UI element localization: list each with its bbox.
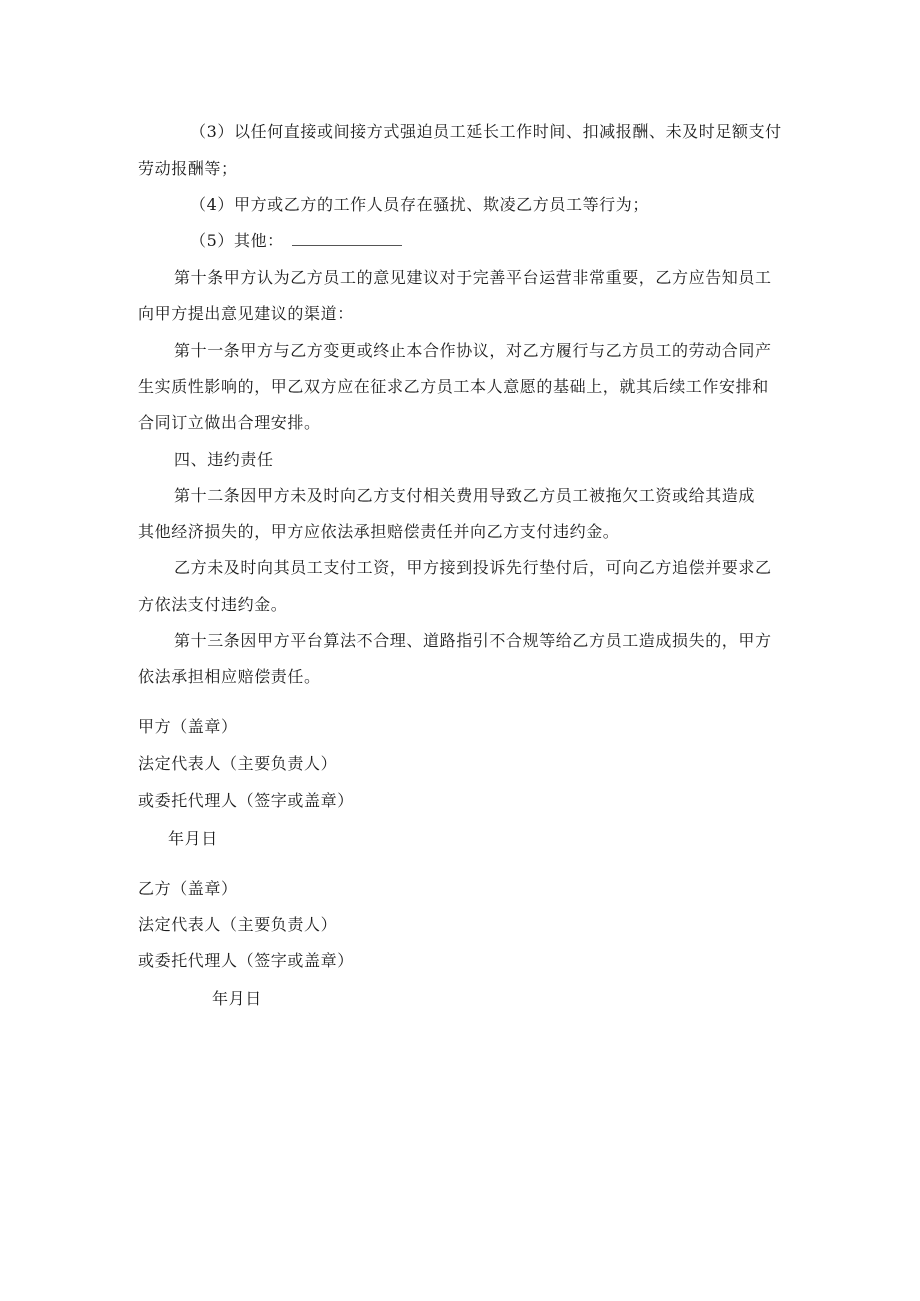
party-b-name: 乙方（盖章） — [138, 879, 238, 898]
article10-line2: 向甲方提出意见建议的渠道： — [138, 304, 354, 323]
article12-line2: 其他经济损失的，甲方应依法承担赔偿责任并向乙方支付违约金。 — [138, 522, 620, 541]
clause-item4: （4）甲方或乙方的工作人员存在骚扰、欺凌乙方员工等行为； — [190, 195, 649, 214]
clause-item5 — [190, 231, 798, 251]
article13-line2: 依法承担相应赔偿责任。 — [138, 667, 321, 686]
party-b-agent: 或委托代理人（签字或盖章） — [138, 951, 354, 970]
article12b-line1: 乙方未及时向其员工支付工资，甲方接到投诉先行垫付后，可向乙方追偿并要求乙 — [174, 558, 772, 577]
article12b-line2: 方依法支付违约金。 — [138, 595, 288, 614]
party-a-date: 年月日 — [168, 829, 218, 848]
clause-item5-label: （5）其他： — [190, 231, 284, 250]
article12-line1: 第十二条因甲方未及时向乙方支付相关费用导致乙方员工被拖欠工资或给其造成 — [174, 486, 756, 505]
party-b-date: 年月日 — [212, 989, 262, 1008]
fill-in-blank — [292, 231, 402, 246]
article11-line2: 生实质性影响的，甲乙双方应在征求乙方员工本人意愿的基础上，就其后续工作安排和 — [138, 377, 769, 396]
party-a-name: 甲方（盖章） — [138, 717, 238, 736]
clause-item3-line2: 劳动报酬等； — [138, 159, 238, 178]
party-a-agent: 或委托代理人（签字或盖章） — [138, 791, 354, 810]
article11-line1: 第十一条甲方与乙方变更或终止本合作协议，对乙方履行与乙方员工的劳动合同产 — [174, 341, 772, 360]
party-b-legal-rep: 法定代表人（主要负责人） — [138, 915, 338, 934]
section4-title: 四、违约责任 — [174, 450, 274, 469]
party-a-legal-rep: 法定代表人（主要负责人） — [138, 754, 338, 773]
article13-line1: 第十三条因甲方平台算法不合理、道路指引不合规等给乙方员工造成损失的，甲方 — [174, 631, 772, 650]
article10-line1: 第十条甲方认为乙方员工的意见建议对于完善平台运营非常重要，乙方应告知员工 — [174, 268, 772, 287]
clause-item3-line1: （3）以任何直接或间接方式强迫员工延长工作时间、扣减报酬、未及时足额支付 — [190, 122, 782, 141]
article11-line3: 合同订立做出合理安排。 — [138, 413, 321, 432]
